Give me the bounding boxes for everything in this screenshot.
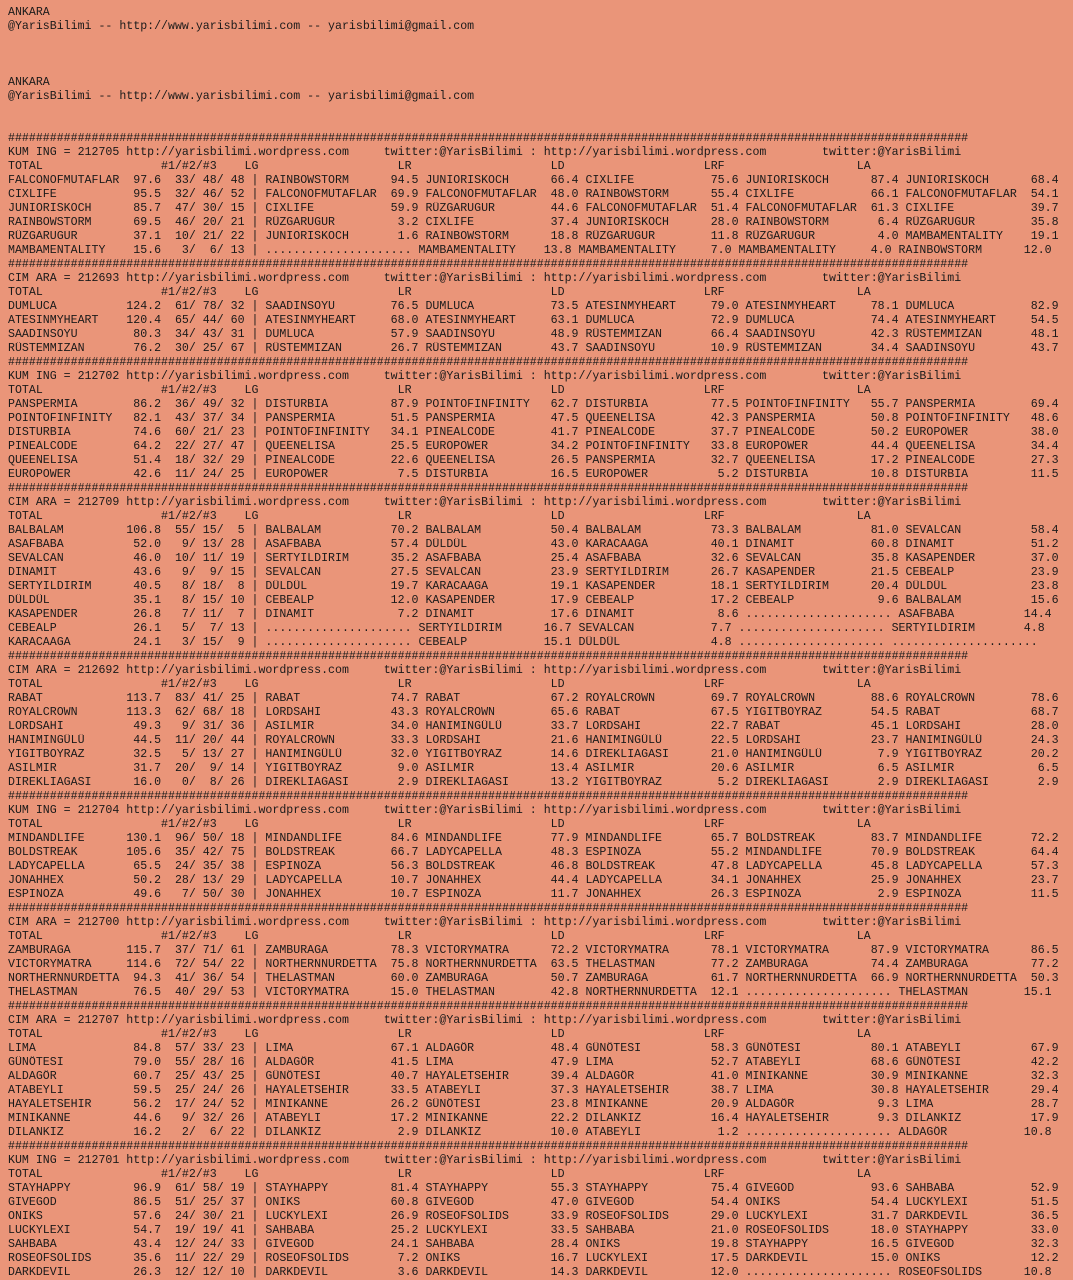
race-header: CIM ARA = 212707 http://yarisbilimi.wordpress.com twitter:@YarisBilimi : http://yarisbilimi.wordpress.com twitter:@YarisBilimi <box>8 1014 962 1027</box>
race-header: KUM ING = 212702 http://yarisbilimi.wordpress.com twitter:@YarisBilimi : http://yarisbilimi.wordpress.com twitter:@YarisBilimi <box>8 370 962 383</box>
table-row: DARKDEVIL 26.3 12/ 12/ 10 | DARKDEVIL 3.6 DARKDEVIL 14.3 DARKDEVIL 12.0 ..................... ROSEOFSOLIDS 10.8 <box>8 1266 1052 1279</box>
table-row: RABAT 113.7 83/ 41/ 25 | RABAT 74.7 RABAT 67.2 ROYALCROWN 69.7 ROYALCROWN 88.6 ROYALCROWN 78.6 <box>8 692 1059 705</box>
table-row: ATABEYLI 59.5 25/ 24/ 26 | HAYALETSEHIR 33.5 ATABEYLI 37.3 HAYALETSEHIR 38.7 LIMA 30.8 HAYALETSEHIR 29.4 <box>8 1084 1059 1097</box>
column-header: TOTAL #1/#2/#3 LG LR LD LRF LA <box>8 510 871 523</box>
table-row: ROYALCROWN 113.3 62/ 68/ 18 | LORDSAHI 43.3 ROYALCROWN 65.6 RABAT 67.5 YIGITBOYRAZ 54.5 RABAT 68.7 <box>8 706 1059 719</box>
table-row: QUEENELISA 51.4 18/ 32/ 29 | PINEALCODE 22.6 QUEENELISA 26.5 PANSPERMIA 32.7 QUEENELISA 17.2 PINEALCODE 27.3 <box>8 454 1059 467</box>
table-row: LORDSAHI 49.3 9/ 31/ 36 | ASILMIR 34.0 HANIMINGÜLÜ 33.7 LORDSAHI 22.7 RABAT 45.1 LORDSAHI 28.0 <box>8 720 1059 733</box>
table-row: SAADINSOYU 80.3 34/ 43/ 31 | DUMLUCA 57.9 SAADINSOYU 48.9 RÜSTEMMIZAN 66.4 SAADINSOYU 42.3 RÜSTEMMIZAN 48.1 <box>8 328 1059 341</box>
header-city-repeat: ANKARA <box>8 76 50 89</box>
column-header: TOTAL #1/#2/#3 LG LR LD LRF LA <box>8 930 871 943</box>
separator-line: ########################################################################################################################################## <box>8 790 969 803</box>
table-row: YIGITBOYRAZ 32.5 5/ 13/ 27 | HANIMINGÜLÜ 32.0 YIGITBOYRAZ 14.6 DIREKLIAGASI 21.0 HANIMINGÜLÜ 7.9 YIGITBOYRAZ 20.2 <box>8 748 1059 761</box>
column-header: TOTAL #1/#2/#3 LG LR LD LRF LA <box>8 160 871 173</box>
table-row: PINEALCODE 64.2 22/ 27/ 47 | QUEENELISA 25.5 EUROPOWER 34.2 POINTOFINFINITY 33.8 EUROPOWER 44.4 QUEENELISA 34.4 <box>8 440 1059 453</box>
table-row: DINAMIT 43.6 9/ 9/ 15 | SEVALCAN 27.5 SEVALCAN 23.9 SERTYILDIRIM 26.7 KASAPENDER 21.5 CEBEALP 23.9 <box>8 566 1059 579</box>
race-header: KUM ING = 212701 http://yarisbilimi.wordpress.com twitter:@YarisBilimi : http://yarisbilimi.wordpress.com twitter:@YarisBilimi <box>8 1154 962 1167</box>
separator-line: ########################################################################################################################################## <box>8 650 969 663</box>
race-header: KUM ING = 212705 http://yarisbilimi.wordpress.com twitter:@YarisBilimi : http://yarisbilimi.wordpress.com twitter:@YarisBilimi <box>8 146 962 159</box>
table-row: RAINBOWSTORM 69.5 46/ 20/ 21 | RÜZGARUGUR 3.2 CIXLIFE 37.4 JUNIORISKOCH 28.0 RAINBOWSTORM 6.4 RÜZGARUGUR 35.8 <box>8 216 1059 229</box>
table-row: JUNIORISKOCH 85.7 47/ 30/ 15 | CIXLIFE 59.9 RÜZGARUGUR 44.6 FALCONOFMUTAFLAR 51.4 FALCONOFMUTAFLAR 61.3 CIXLIFE 39.7 <box>8 202 1059 215</box>
table-row: SERTYILDIRIM 40.5 8/ 18/ 8 | DÜLDÜL 19.7 KARACAAGA 19.1 KASAPENDER 18.1 SERTYILDIRIM 20.4 DÜLDÜL 23.8 <box>8 580 1059 593</box>
table-row: KASAPENDER 26.8 7/ 11/ 7 | DINAMIT 7.2 DINAMIT 17.6 DINAMIT 8.6 ..................... ASAFBABA 14.4 <box>8 608 1052 621</box>
race-header: KUM ING = 212704 http://yarisbilimi.wordpress.com twitter:@YarisBilimi : http://yarisbilimi.wordpress.com twitter:@YarisBilimi <box>8 804 962 817</box>
race-header: CIM ARA = 212700 http://yarisbilimi.wordpress.com twitter:@YarisBilimi : http://yarisbilimi.wordpress.com twitter:@YarisBilimi <box>8 916 962 929</box>
table-row: ATESINMYHEART 120.4 65/ 44/ 60 | ATESINMYHEART 68.0 ATESINMYHEART 63.1 DUMLUCA 72.9 DUMLUCA 74.4 ATESINMYHEART 54.5 <box>8 314 1059 327</box>
separator-line: ########################################################################################################################################## <box>8 356 969 369</box>
table-row: ESPINOZA 49.6 7/ 50/ 30 | JONAHHEX 10.7 ESPINOZA 11.7 JONAHHEX 26.3 ESPINOZA 2.9 ESPINOZA 11.5 <box>8 888 1059 901</box>
column-header: TOTAL #1/#2/#3 LG LR LD LRF LA <box>8 286 871 299</box>
header-city: ANKARA <box>8 6 50 19</box>
table-row: HANIMINGÜLÜ 44.5 11/ 20/ 44 | ROYALCROWN 33.3 LORDSAHI 21.6 HANIMINGÜLÜ 22.5 LORDSAHI 23.7 HANIMINGÜLÜ 24.3 <box>8 734 1059 747</box>
column-header: TOTAL #1/#2/#3 LG LR LD LRF LA <box>8 818 871 831</box>
table-row: GÜNÖTESI 79.0 55/ 28/ 16 | ALDAGÖR 41.5 LIMA 47.9 LIMA 52.7 ATABEYLI 68.6 GÜNÖTESI 42.2 <box>8 1056 1059 1069</box>
table-row: MAMBAMENTALITY 15.6 3/ 6/ 13 | ..................... MAMBAMENTALITY 13.8 MAMBAMENTALITY 7.0 MAMBAMENTALITY 4.0 RAINBOWSTORM 12.0 <box>8 244 1052 257</box>
table-row: LADYCAPELLA 65.5 24/ 35/ 38 | ESPINOZA 56.3 BOLDSTREAK 46.8 BOLDSTREAK 47.8 LADYCAPELLA 45.8 LADYCAPELLA 57.3 <box>8 860 1059 873</box>
table-row: KARACAAGA 24.1 3/ 15/ 9 | ..................... CEBEALP 15.1 DÜLDÜL 4.8 ..................... ..................... <box>8 636 1038 649</box>
table-row: EUROPOWER 42.6 11/ 24/ 25 | EUROPOWER 7.5 DISTURBIA 16.5 EUROPOWER 5.2 DISTURBIA 10.8 DISTURBIA 11.5 <box>8 468 1059 481</box>
table-row: ALDAGÖR 60.7 25/ 43/ 25 | GÜNÖTESI 40.7 HAYALETSEHIR 39.4 ALDAGÖR 41.0 MINIKANNE 30.9 MINIKANNE 32.3 <box>8 1070 1059 1083</box>
table-row: BOLDSTREAK 105.6 35/ 42/ 75 | BOLDSTREAK 66.7 LADYCAPELLA 48.3 ESPINOZA 55.2 MINDANDLIFE 70.9 BOLDSTREAK 64.4 <box>8 846 1059 859</box>
table-row: ZAMBURAGA 115.7 37/ 71/ 61 | ZAMBURAGA 78.3 VICTORYMATRA 72.2 VICTORYMATRA 78.1 VICTORYMATRA 87.9 VICTORYMATRA 86.5 <box>8 944 1059 957</box>
separator-line: ########################################################################################################################################## <box>8 132 969 145</box>
race-header: CIM ARA = 212709 http://yarisbilimi.wordpress.com twitter:@YarisBilimi : http://yarisbilimi.wordpress.com twitter:@YarisBilimi <box>8 496 962 509</box>
table-row: ASAFBABA 52.0 9/ 13/ 28 | ASAFBABA 57.4 DÜLDÜL 43.0 KARACAAGA 40.1 DINAMIT 60.8 DINAMIT 51.2 <box>8 538 1059 551</box>
table-row: SAHBABA 43.4 12/ 24/ 33 | GIVEGOD 24.1 SAHBABA 28.4 ONIKS 19.8 STAYHAPPY 16.5 GIVEGOD 32.3 <box>8 1238 1059 1251</box>
table-row: RÜZGARUGUR 37.1 10/ 21/ 22 | JUNIORISKOCH 1.6 RAINBOWSTORM 18.8 RÜZGARUGUR 11.8 RÜZGARUGUR 4.0 MAMBAMENTALITY 19.1 <box>8 230 1059 243</box>
table-row: LIMA 84.8 57/ 33/ 23 | LIMA 67.1 ALDAGÖR 48.4 GÜNÖTESI 58.3 GÜNÖTESI 80.1 ATABEYLI 67.9 <box>8 1042 1059 1055</box>
table-row: CIXLIFE 95.5 32/ 46/ 52 | FALCONOFMUTAFLAR 69.9 FALCONOFMUTAFLAR 48.0 RAINBOWSTORM 55.4 CIXLIFE 66.1 FALCONOFMUTAFLAR 54.1 <box>8 188 1059 201</box>
race-header: CIM ARA = 212693 http://yarisbilimi.wordpress.com twitter:@YarisBilimi : http://yarisbilimi.wordpress.com twitter:@YarisBilimi <box>8 272 962 285</box>
blank-line <box>8 48 1073 62</box>
table-row: JONAHHEX 50.2 28/ 13/ 29 | LADYCAPELLA 10.7 JONAHHEX 44.4 LADYCAPELLA 34.1 JONAHHEX 25.9 JONAHHEX 23.7 <box>8 874 1059 887</box>
table-row: CEBEALP 26.1 5/ 7/ 13 | ..................... SERTYILDIRIM 16.7 SEVALCAN 7.7 ..................... SERTYILDIRIM 4.8 <box>8 622 1045 635</box>
separator-line: ########################################################################################################################################## <box>8 258 969 271</box>
separator-line: ########################################################################################################################################## <box>8 902 969 915</box>
table-row: LUCKYLEXI 54.7 19/ 19/ 41 | SAHBABA 25.2 LUCKYLEXI 33.5 SAHBABA 21.0 ROSEOFSOLIDS 18.0 STAYHAPPY 33.0 <box>8 1224 1059 1237</box>
separator-line: ########################################################################################################################################## <box>8 1140 969 1153</box>
race-tables <box>8 132 1073 1280</box>
header-contact: @YarisBilimi -- http://www.yarisbilimi.com -- yarisbilimi@gmail.com <box>8 20 475 33</box>
blank-line <box>8 62 1073 76</box>
table-row: POINTOFINFINITY 82.1 43/ 37/ 34 | PANSPERMIA 51.5 PANSPERMIA 47.5 QUEENELISA 42.3 PANSPERMIA 50.8 POINTOFINFINITY 48.6 <box>8 412 1059 425</box>
column-header: TOTAL #1/#2/#3 LG LR LD LRF LA <box>8 1028 871 1041</box>
race-header: CIM ARA = 212692 http://yarisbilimi.wordpress.com twitter:@YarisBilimi : http://yarisbilimi.wordpress.com twitter:@YarisBilimi <box>8 664 962 677</box>
table-row: STAYHAPPY 96.9 61/ 58/ 19 | STAYHAPPY 81.4 STAYHAPPY 55.3 STAYHAPPY 75.4 GIVEGOD 93.6 SAHBABA 52.9 <box>8 1182 1059 1195</box>
table-row: ASILMIR 31.7 20/ 9/ 14 | YIGITBOYRAZ 9.0 ASILMIR 13.4 ASILMIR 20.6 ASILMIR 6.5 ASILMIR 6.5 <box>8 762 1059 775</box>
blank-line <box>8 34 1073 48</box>
table-row: FALCONOFMUTAFLAR 97.6 33/ 48/ 48 | RAINBOWSTORM 94.5 JUNIORISKOCH 66.4 CIXLIFE 75.6 JUNIORISKOCH 87.4 JUNIORISKOCH 68.4 <box>8 174 1059 187</box>
table-row: GIVEGOD 86.5 51/ 25/ 37 | ONIKS 60.8 GIVEGOD 47.0 GIVEGOD 54.4 ONIKS 54.4 LUCKYLEXI 51.5 <box>8 1196 1059 1209</box>
table-row: THELASTMAN 76.5 40/ 29/ 53 | VICTORYMATRA 15.0 THELASTMAN 42.8 NORTHERNNURDETTA 12.1 ..................... THELASTMAN 15.1 <box>8 986 1052 999</box>
table-row: MINDANDLIFE 130.1 96/ 50/ 18 | MINDANDLIFE 84.6 MINDANDLIFE 77.9 MINDANDLIFE 65.7 BOLDSTREAK 83.7 MINDANDLIFE 72.2 <box>8 832 1059 845</box>
table-row: SEVALCAN 46.0 10/ 11/ 19 | SERTYILDIRIM 35.2 ASAFBABA 25.4 ASAFBABA 32.6 SEVALCAN 35.8 KASAPENDER 37.0 <box>8 552 1059 565</box>
table-row: MINIKANNE 44.6 9/ 32/ 26 | ATABEYLI 17.2 MINIKANNE 22.2 DILANKIZ 16.4 HAYALETSEHIR 9.3 DILANKIZ 17.9 <box>8 1112 1059 1125</box>
table-row: DUMLUCA 124.2 61/ 78/ 32 | SAADINSOYU 76.5 DUMLUCA 73.5 ATESINMYHEART 79.0 ATESINMYHEART 78.1 DUMLUCA 82.9 <box>8 300 1059 313</box>
column-header: TOTAL #1/#2/#3 LG LR LD LRF LA <box>8 678 871 691</box>
table-row: DISTURBIA 74.6 60/ 21/ 23 | POINTOFINFINITY 34.1 PINEALCODE 41.7 PINEALCODE 37.7 PINEALCODE 50.2 EUROPOWER 38.0 <box>8 426 1059 439</box>
column-header: TOTAL #1/#2/#3 LG LR LD LRF LA <box>8 1168 871 1181</box>
separator-line: ########################################################################################################################################## <box>8 1000 969 1013</box>
blank-line <box>8 104 1073 118</box>
table-row: DÜLDÜL 35.1 8/ 15/ 10 | CEBEALP 12.0 KASAPENDER 17.9 CEBEALP 17.2 CEBEALP 9.6 BALBALAM 15.6 <box>8 594 1059 607</box>
column-header: TOTAL #1/#2/#3 LG LR LD LRF LA <box>8 384 871 397</box>
table-row: RÜSTEMMIZAN 76.2 30/ 25/ 67 | RÜSTEMMIZAN 26.7 RÜSTEMMIZAN 43.7 SAADINSOYU 10.9 RÜSTEMMIZAN 34.4 SAADINSOYU 43.7 <box>8 342 1059 355</box>
table-row: VICTORYMATRA 114.6 72/ 54/ 22 | NORTHERNNURDETTA 75.8 NORTHERNNURDETTA 63.5 THELASTMAN 77.2 ZAMBURAGA 74.4 ZAMBURAGA 77.2 <box>8 958 1059 971</box>
table-row: DIREKLIAGASI 16.0 0/ 8/ 26 | DIREKLIAGASI 2.9 DIREKLIAGASI 13.2 YIGITBOYRAZ 5.2 DIREKLIAGASI 2.9 DIREKLIAGASI 2.9 <box>8 776 1059 789</box>
table-row: NORTHERNNURDETTA 94.3 41/ 36/ 54 | THELASTMAN 60.0 ZAMBURAGA 50.7 ZAMBURAGA 61.7 NORTHERNNURDETTA 66.9 NORTHERNNURDETTA 50.3 <box>8 972 1059 985</box>
blank-line <box>8 118 1073 132</box>
table-row: ROSEOFSOLIDS 35.6 11/ 22/ 29 | ROSEOFSOLIDS 7.2 ONIKS 16.7 LUCKYLEXI 17.5 DARKDEVIL 15.0 ONIKS 12.2 <box>8 1252 1059 1265</box>
table-row: ONIKS 57.6 24/ 30/ 21 | LUCKYLEXI 26.9 ROSEOFSOLIDS 33.9 ROSEOFSOLIDS 29.0 LUCKYLEXI 31.7 DARKDEVIL 36.5 <box>8 1210 1059 1223</box>
header-contact-repeat: @YarisBilimi -- http://www.yarisbilimi.com -- yarisbilimi@gmail.com <box>8 90 475 103</box>
table-row: DILANKIZ 16.2 2/ 6/ 22 | DILANKIZ 2.9 DILANKIZ 10.0 ATABEYLI 1.2 ..................... ALDAGÖR 10.8 <box>8 1126 1052 1139</box>
table-row: HAYALETSEHIR 56.2 17/ 24/ 52 | MINIKANNE 26.2 GÜNÖTESI 23.8 MINIKANNE 20.9 ALDAGÖR 9.3 LIMA 28.7 <box>8 1098 1059 1111</box>
separator-line: ########################################################################################################################################## <box>8 482 969 495</box>
table-row: PANSPERMIA 86.2 36/ 49/ 32 | DISTURBIA 87.9 POINTOFINFINITY 62.7 DISTURBIA 77.5 POINTOFINFINITY 55.7 PANSPERMIA 69.4 <box>8 398 1059 411</box>
table-row: BALBALAM 106.8 55/ 15/ 5 | BALBALAM 70.2 BALBALAM 50.4 BALBALAM 73.3 BALBALAM 81.0 SEVALCAN 58.4 <box>8 524 1059 537</box>
